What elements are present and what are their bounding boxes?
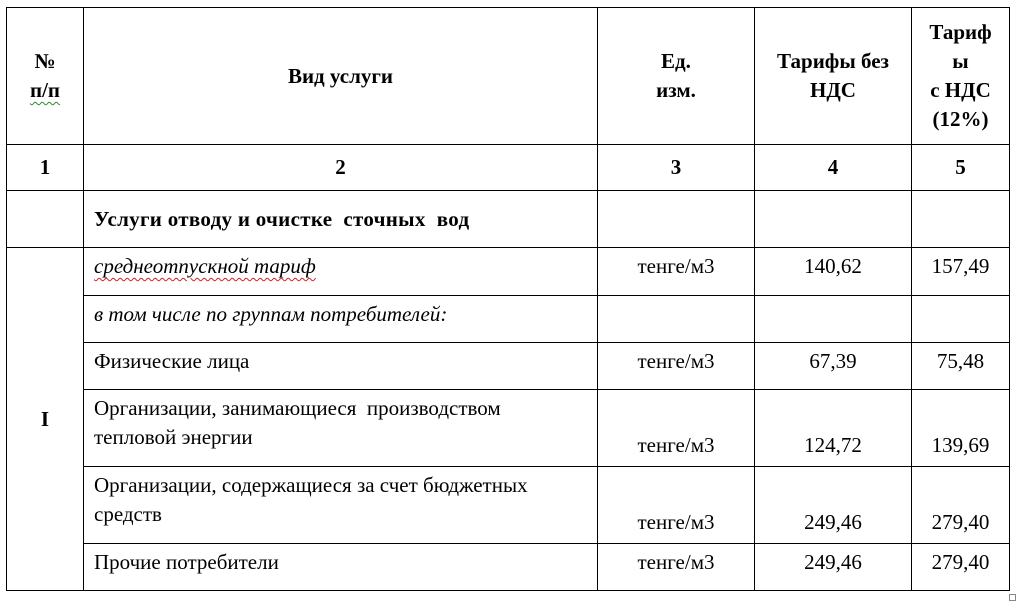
row-with-vat: 279,40 (912, 544, 1010, 591)
section-unit-cell (598, 191, 755, 248)
row-unit: тенге/м3 (598, 248, 755, 296)
row-no-vat (755, 296, 912, 343)
row-unit: тенге/м3 (598, 467, 755, 544)
header-unit (598, 8, 755, 145)
row-with-vat (912, 296, 1010, 343)
header-service: Вид услуги (84, 8, 598, 145)
table-row (7, 296, 1010, 343)
col-number-5: 5 (912, 145, 1010, 191)
row-unit: тенге/м3 (598, 544, 755, 591)
table-row (7, 248, 1010, 296)
header-no-vat-line2: НДС (810, 78, 856, 102)
row-service-line2: средств (94, 502, 162, 526)
header-num (7, 8, 84, 145)
header-with-vat-line2: ы (952, 49, 969, 73)
section-with-vat-cell (912, 191, 1010, 248)
row-service (84, 248, 598, 296)
row-service-line1: Организации, содержащиеся за счет бюджетных (94, 473, 528, 497)
section-no-vat-cell (755, 191, 912, 248)
row-no-vat: 124,72 (755, 390, 912, 467)
section-title: Услуги отводу и очистке сточных вод (84, 191, 598, 248)
tariff-table (6, 7, 1010, 591)
row-service (84, 467, 598, 544)
header-with-vat-line3: с НДС (930, 78, 991, 102)
header-no-vat (755, 8, 912, 145)
header-unit-line1: Ед. (661, 49, 691, 73)
table-row (7, 544, 1010, 591)
row-service (84, 390, 598, 467)
header-with-vat-line1: Тариф (929, 20, 992, 44)
row-unit: тенге/м3 (598, 343, 755, 390)
section-num-cell (7, 191, 84, 248)
row-no-vat: 249,46 (755, 544, 912, 591)
row-with-vat: 139,69 (912, 390, 1010, 467)
row-service-line1: Организации, занимающиеся производством (94, 396, 501, 420)
row-service: Физические лица (84, 343, 598, 390)
row-unit: тенге/м3 (598, 390, 755, 467)
row-with-vat: 157,49 (912, 248, 1010, 296)
col-number-1: 1 (7, 145, 84, 191)
row-service: в том числе по группам потребителей: (84, 296, 598, 343)
row-service-line2: тепловой энергии (94, 425, 253, 449)
table-row (7, 467, 1010, 544)
row-with-vat: 279,40 (912, 467, 1010, 544)
col-number-4: 4 (755, 145, 912, 191)
row-no-vat: 249,46 (755, 467, 912, 544)
row-service: Прочие потребители (84, 544, 598, 591)
column-number-row (7, 145, 1010, 191)
row-service-text: среднеотпускной тариф (94, 254, 316, 278)
group-number: I (7, 248, 84, 591)
row-unit (598, 296, 755, 343)
header-row (7, 8, 1010, 145)
row-no-vat: 67,39 (755, 343, 912, 390)
section-row (7, 191, 1010, 248)
row-with-vat: 75,48 (912, 343, 1010, 390)
header-with-vat-line4: (12%) (932, 107, 989, 131)
table-row (7, 343, 1010, 390)
header-with-vat (912, 8, 1010, 145)
table-row (7, 390, 1010, 467)
header-num-line1: № (34, 49, 56, 73)
table-resize-handle[interactable] (1009, 594, 1016, 601)
header-unit-line2: изм. (656, 78, 696, 102)
col-number-2: 2 (84, 145, 598, 191)
header-num-line2: п/п (29, 78, 61, 102)
col-number-3: 3 (598, 145, 755, 191)
row-no-vat: 140,62 (755, 248, 912, 296)
header-no-vat-line1: Тарифы без (777, 49, 889, 73)
